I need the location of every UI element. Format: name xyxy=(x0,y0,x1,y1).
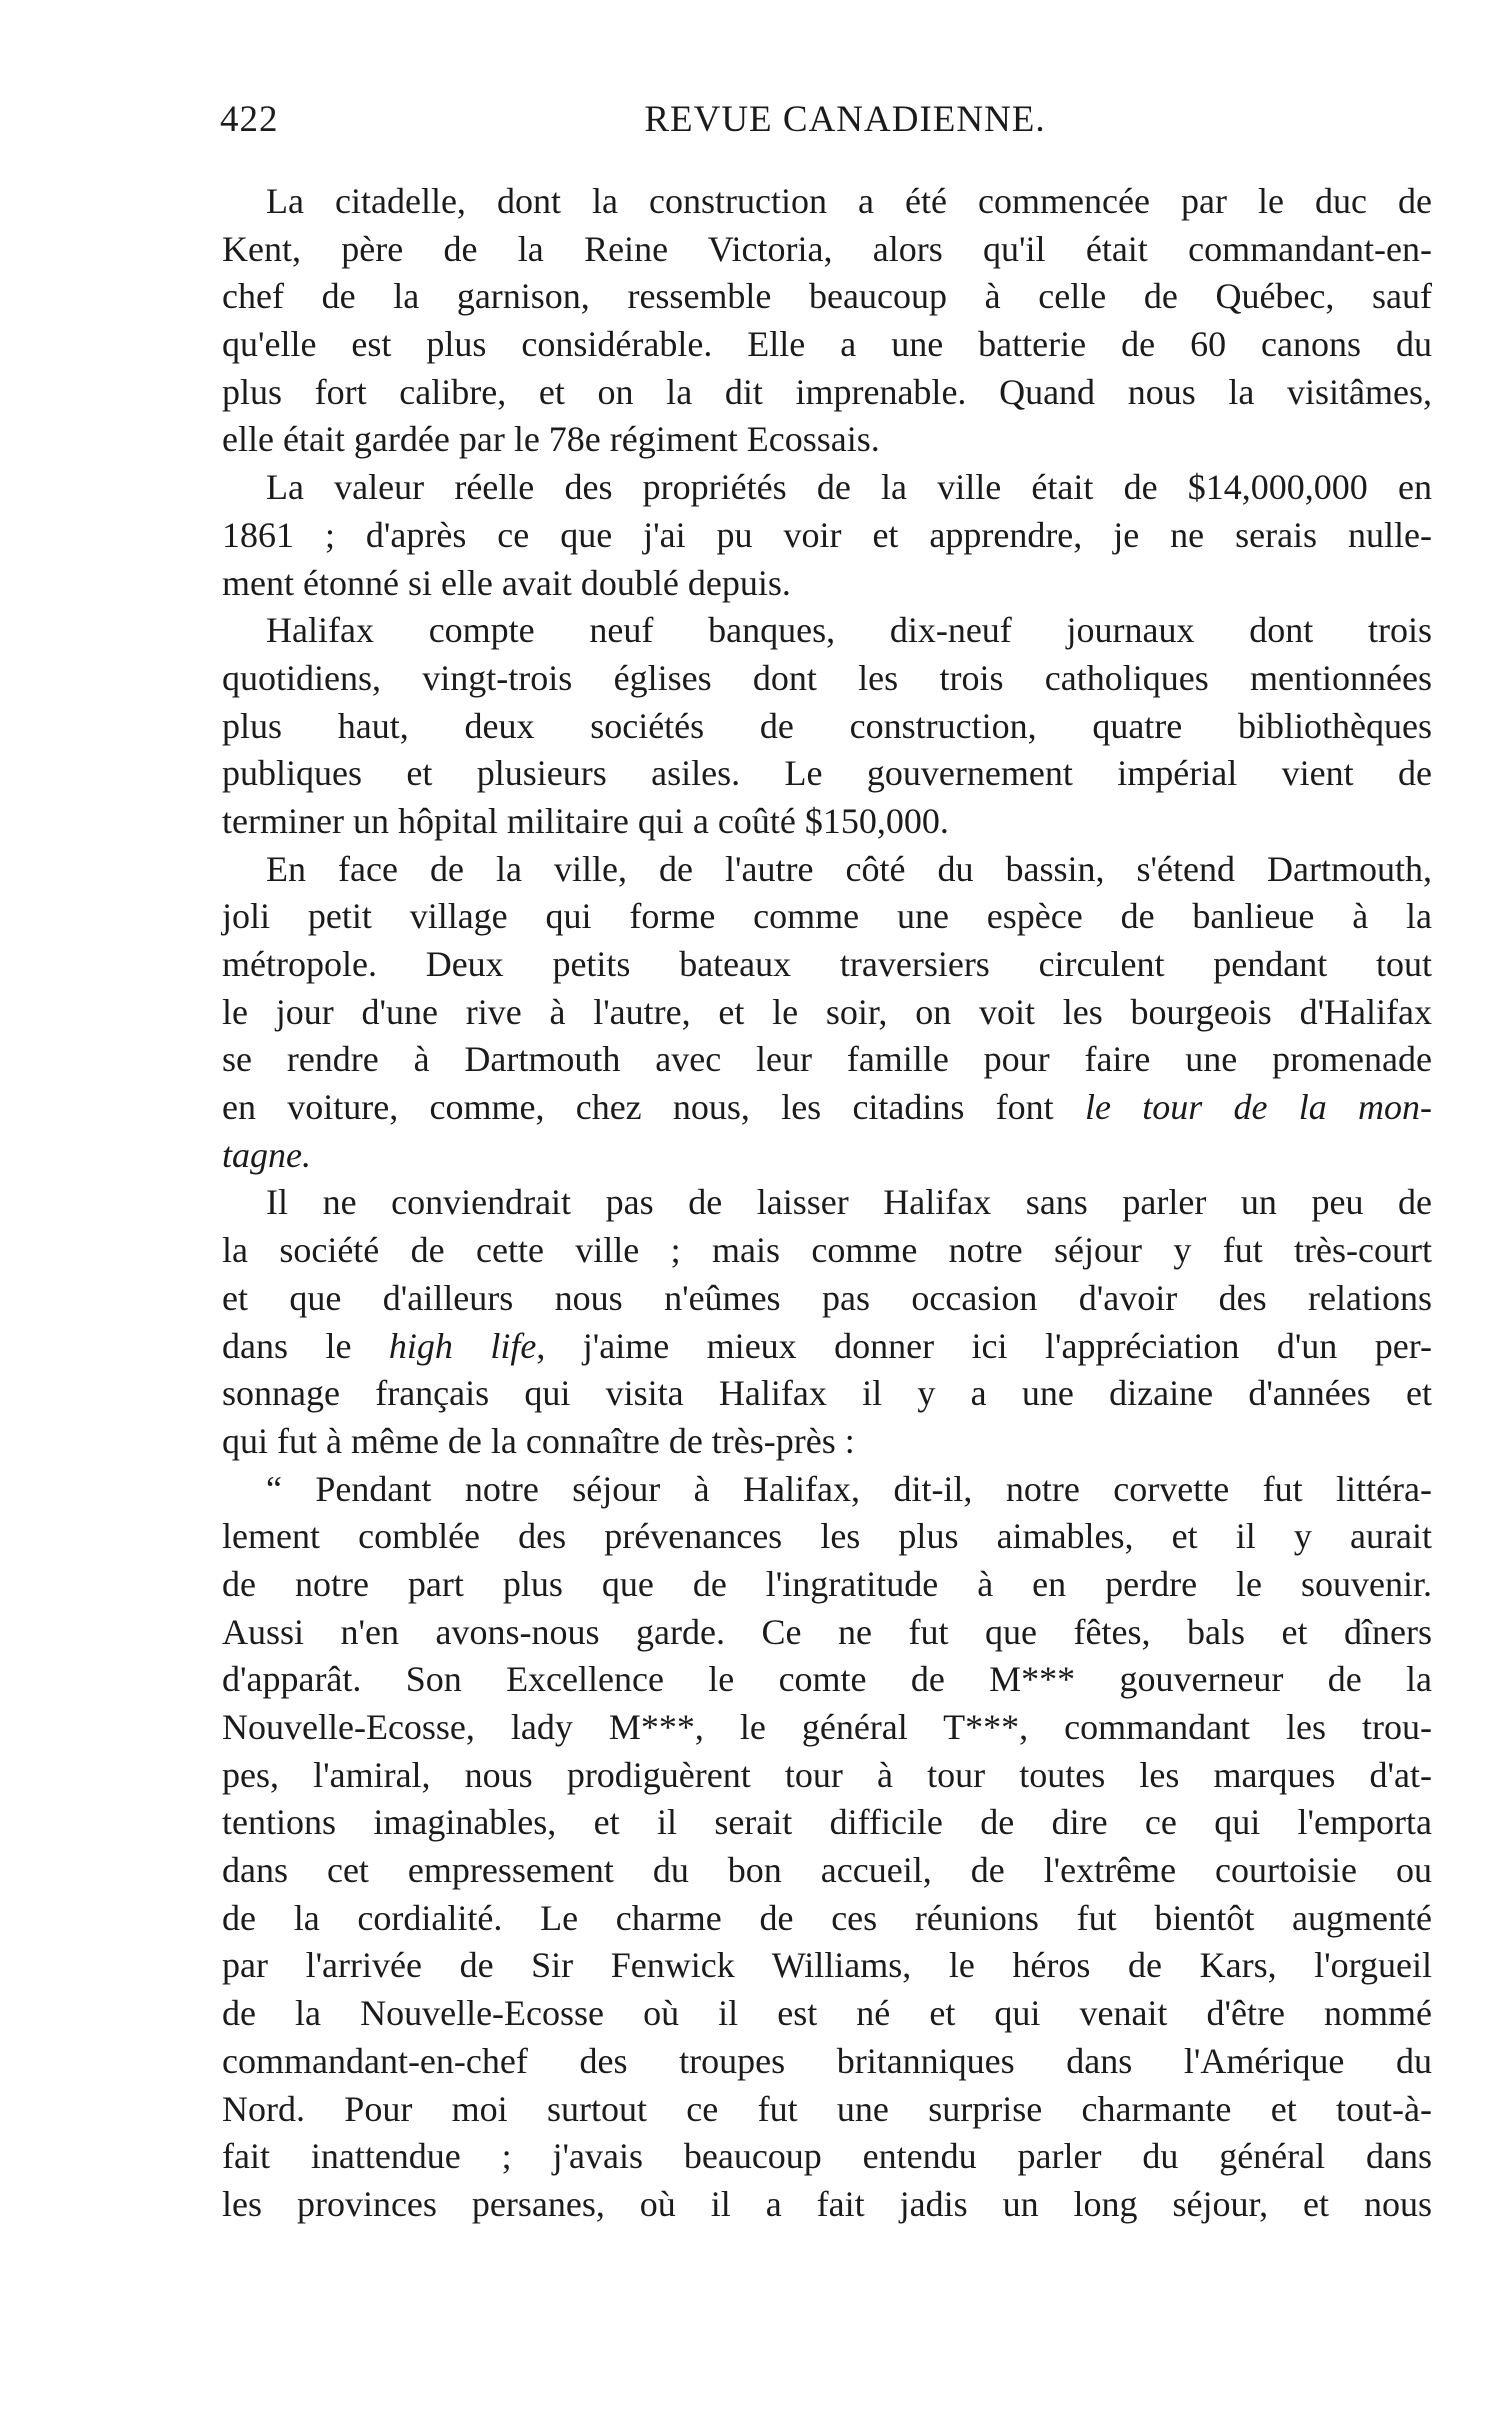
page-header xyxy=(220,98,1430,148)
text-line: “ Pendant notre séjour à Halifax, dit-il, notre corvette fut littéra- xyxy=(266,1468,1432,1509)
text-line: d'apparât. Son Excellence le comte de M*** gouverneur de la xyxy=(222,1659,1432,1700)
page-number: 422 xyxy=(220,99,279,140)
paragraph-societe xyxy=(222,1179,1432,1465)
text-line: tentions imaginables, et il serait difficile de dire ce qui l'emporta xyxy=(222,1802,1432,1843)
text-line: qu'elle est plus considérable. Elle a une batterie de 60 canons du xyxy=(222,324,1432,365)
text-line: lement comblée des prévenances les plus aimables, et il y aurait xyxy=(222,1516,1432,1557)
text-line: de notre part plus que de l'ingratitude à en perdre le souvenir. xyxy=(222,1563,1432,1604)
text-line: les provinces persanes, où il a fait jadis un long séjour, et nous xyxy=(222,2183,1432,2224)
text-line: commandant-en-chef des troupes britanniques dans l'Amérique du xyxy=(222,2040,1432,2081)
text-line xyxy=(222,1323,1432,1371)
text-line: plus fort calibre, et on la dit imprenable. Quand nous la visitâmes, xyxy=(222,371,1432,412)
text-line: publiques et plusieurs asiles. Le gouvernement impérial vient de xyxy=(222,753,1432,794)
text-line: fait inattendue ; j'avais beaucoup entendu parler du général dans xyxy=(222,2136,1432,2177)
text-line: Kent, père de la Reine Victoria, alors qu'il était commandant-en- xyxy=(222,228,1432,269)
body-text xyxy=(222,178,1432,2229)
text-line: La citadelle, dont la construction a été commencée par le duc de xyxy=(266,181,1432,221)
italic-phrase: tagne. xyxy=(222,1134,311,1175)
text-line xyxy=(222,1084,1432,1132)
paragraph-citadelle xyxy=(222,178,1432,464)
text-line: Halifax compte neuf banques, dix-neuf journaux dont trois xyxy=(266,610,1432,651)
text-line: pes, l'amiral, nous prodiguèrent tour à tour toutes les marques d'at- xyxy=(222,1754,1432,1795)
text-line: En face de la ville, de l'autre côté du bassin, s'étend Dartmouth, xyxy=(266,848,1432,889)
italic-phrase: le tour de la mon- xyxy=(1084,1087,1433,1128)
italic-phrase: high life xyxy=(388,1325,537,1366)
text-line: et que d'ailleurs nous n'eûmes pas occasion d'avoir des relations xyxy=(222,1277,1432,1318)
text-line: la société de cette ville ; mais comme notre séjour y fut très-court xyxy=(222,1230,1432,1271)
text-line: se rendre à Dartmouth avec leur famille pour faire une promenade xyxy=(222,1039,1432,1080)
text-line: par l'arrivée de Sir Fenwick Williams, le héros de Kars, l'orgueil xyxy=(222,1945,1432,1986)
text-line: ment étonné si elle avait doublé depuis. xyxy=(222,562,791,603)
text-line: Il ne conviendrait pas de laisser Halifax sans parler un peu de xyxy=(266,1182,1432,1223)
text-line: Nord. Pour moi surtout ce fut une surprise charmante et tout-à- xyxy=(222,2088,1432,2129)
paragraph-quotation xyxy=(222,1466,1432,2229)
text-line: Aussi n'en avons-nous garde. Ce ne fut que fêtes, bals et dîners xyxy=(222,1611,1432,1652)
text-line: terminer un hôpital militaire qui a coûté $150,000. xyxy=(222,800,949,841)
paragraph-valeur xyxy=(222,464,1432,607)
text-line: sonnage français qui visita Halifax il y a une dizaine d'années et xyxy=(222,1373,1432,1414)
text-line: quotidiens, vingt-trois églises dont les trois catholiques mentionnées xyxy=(222,657,1432,698)
text-line: le jour d'une rive à l'autre, et le soir, on voit les bourgeois d'Halifax xyxy=(222,991,1432,1032)
text-line: 1861 ; d'après ce que j'ai pu voir et apprendre, je ne serais nulle- xyxy=(222,514,1432,555)
text-line: plus haut, deux sociétés de construction, quatre bibliothèques xyxy=(222,705,1432,746)
paragraph-dartmouth xyxy=(222,846,1432,1180)
text-segment: dans le xyxy=(222,1325,352,1366)
text-line: chef de la garnison, ressemble beaucoup à celle de Québec, sauf xyxy=(222,276,1432,317)
running-head: REVUE CANADIENNE. xyxy=(644,99,1046,140)
text-line: joli petit village qui forme comme une espèce de banlieue à la xyxy=(222,896,1432,937)
text-line: de la Nouvelle-Ecosse où il est né et qui venait d'être nommé xyxy=(222,1993,1432,2034)
text-line: de la cordialité. Le charme de ces réunions fut bientôt augmenté xyxy=(222,1897,1432,1938)
text-line: La valeur réelle des propriétés de la ville était de $14,000,000 en xyxy=(266,467,1432,508)
text-line: elle était gardée par le 78e régiment Ecossais. xyxy=(222,419,880,460)
text-segment: , j'aime mieux donner ici l'appréciation d'un per- xyxy=(536,1325,1432,1366)
text-segment: en voiture, comme, chez nous, les citadins font xyxy=(222,1087,1054,1128)
text-line: qui fut à même de la connaître de très-près : xyxy=(222,1420,855,1461)
text-line: Nouvelle-Ecosse, lady M***, le général T***, commandant les trou- xyxy=(222,1707,1432,1747)
paragraph-halifax-institutions xyxy=(222,607,1432,845)
text-line: dans cet empressement du bon accueil, de l'extrême courtoisie ou xyxy=(222,1850,1432,1891)
text-line: métropole. Deux petits bateaux traversiers circulent pendant tout xyxy=(222,944,1432,984)
